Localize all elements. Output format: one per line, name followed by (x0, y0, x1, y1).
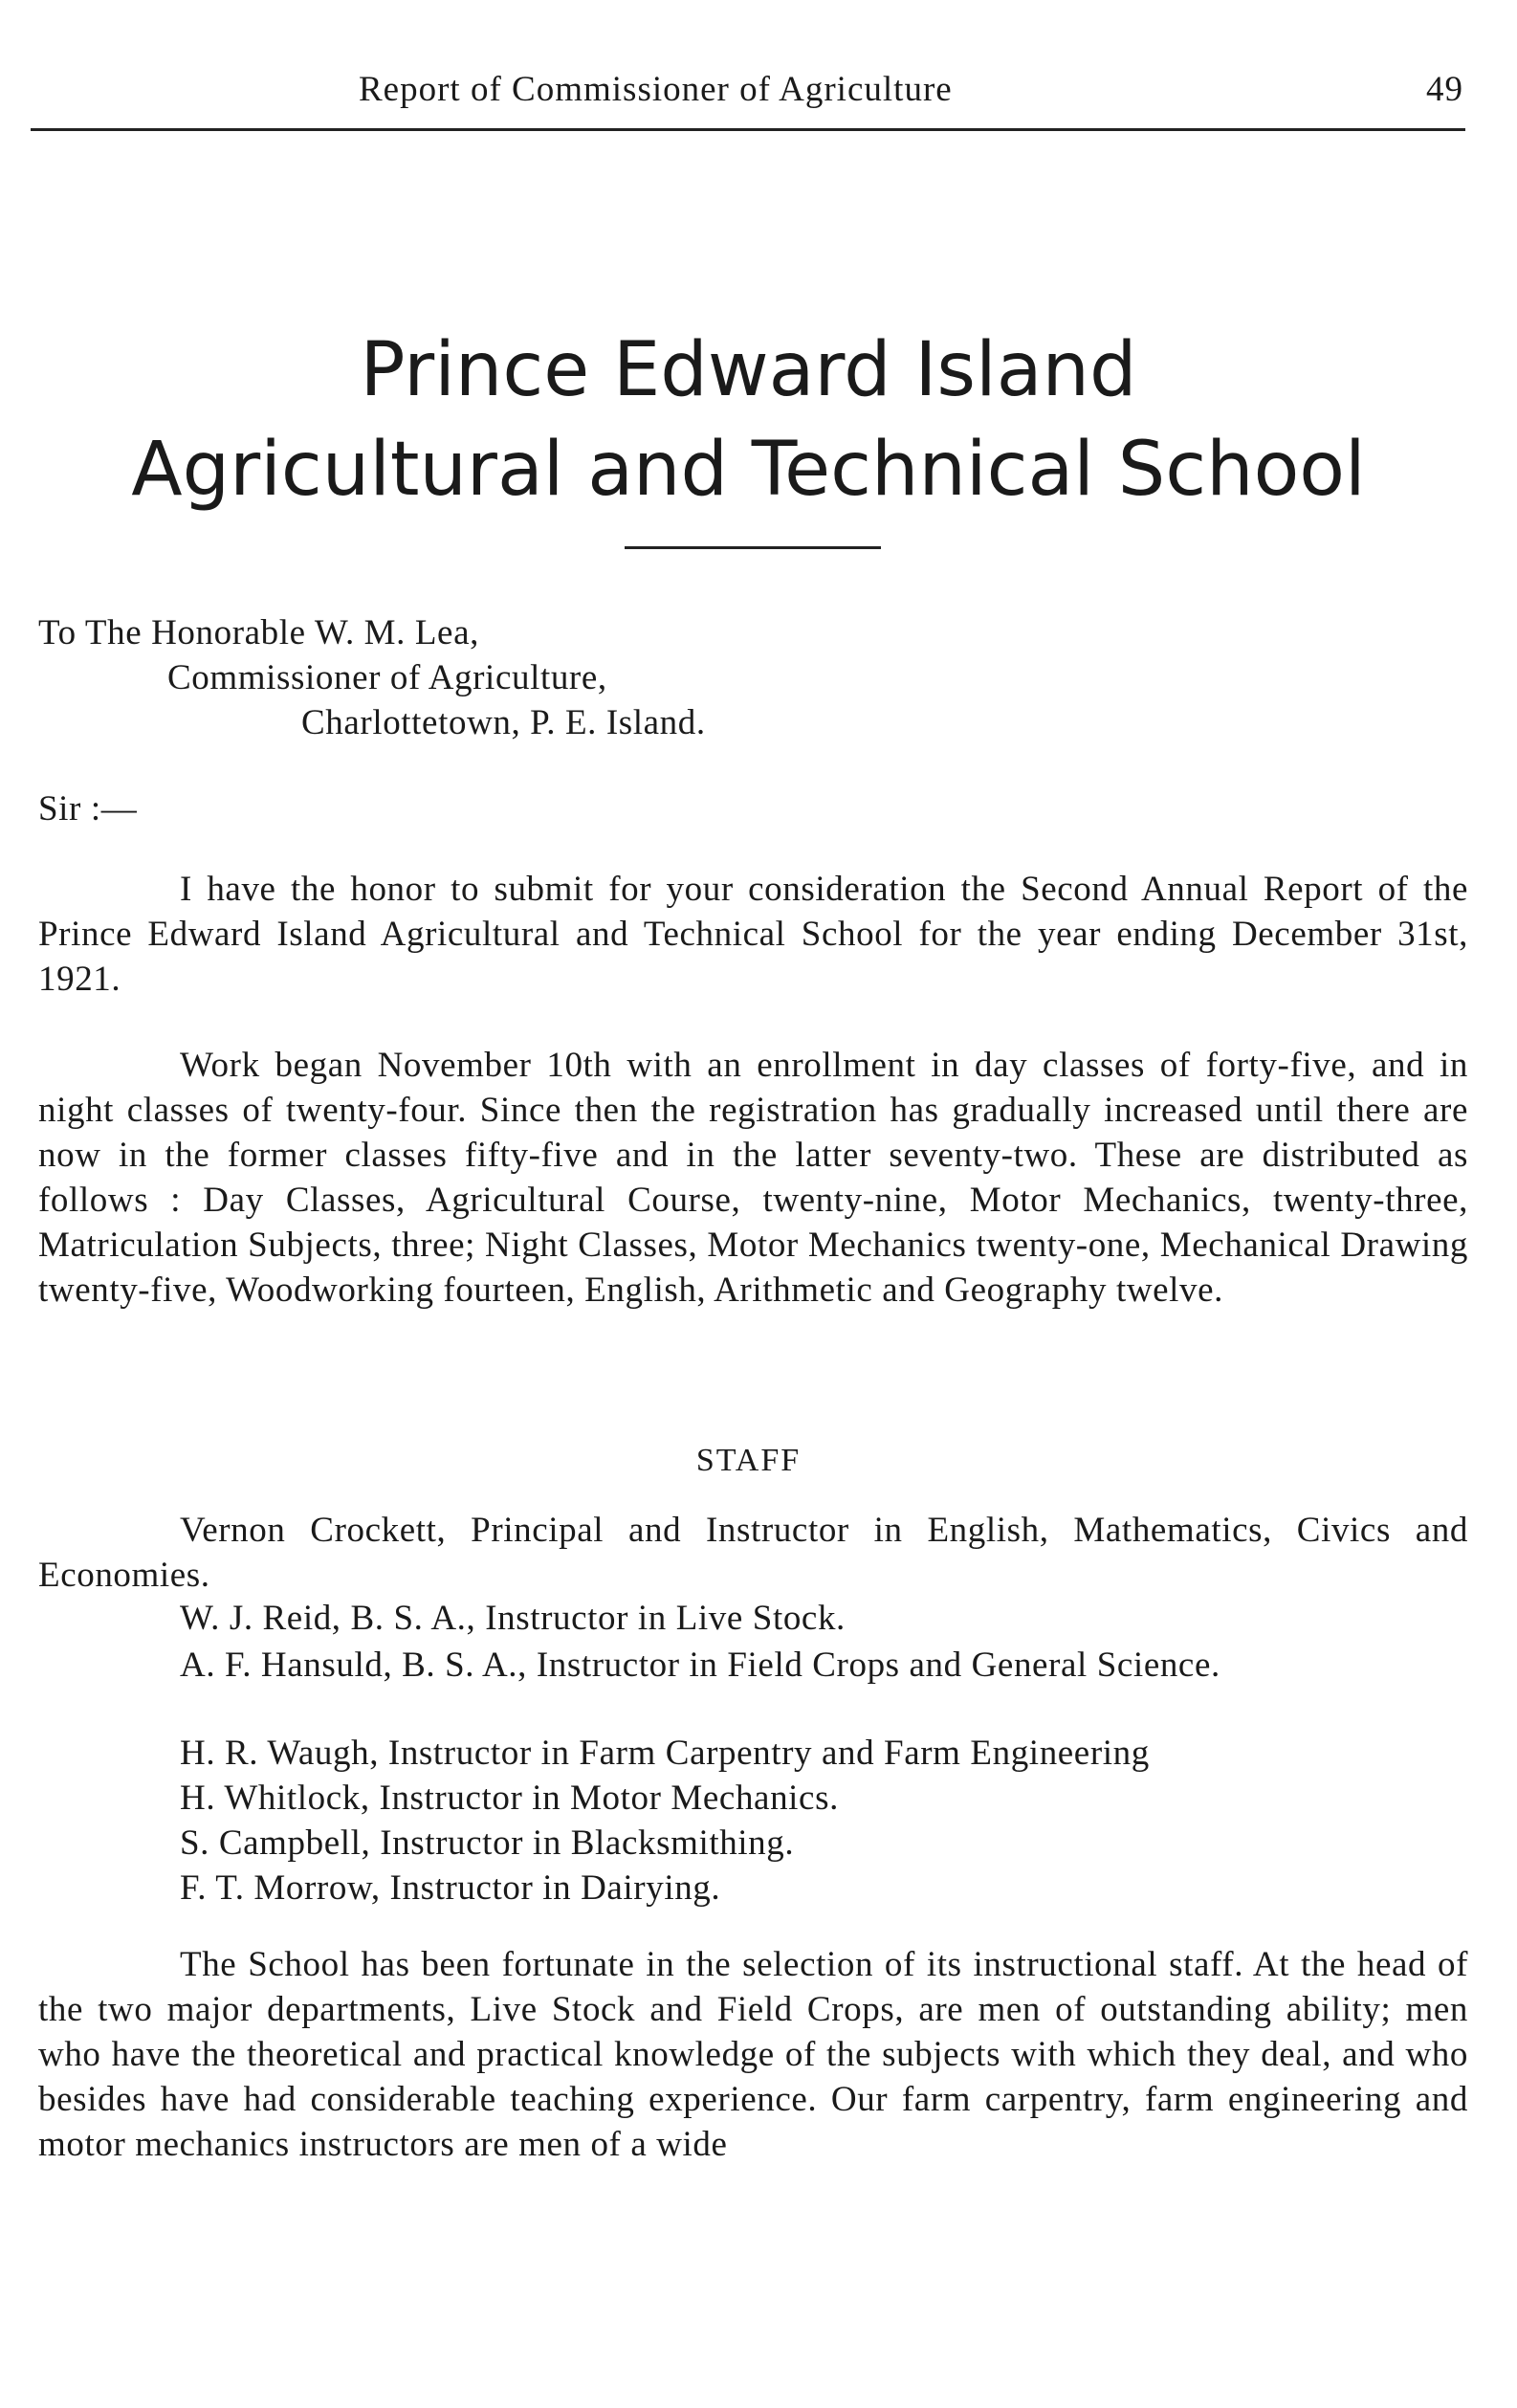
address-line-3: Charlottetown, P. E. Island. (301, 703, 706, 742)
address-line-2: Commissioner of Agriculture, (167, 658, 607, 697)
title-rule (625, 546, 881, 549)
staff-member-1: Vernon Crockett, Principal and Instructor in English, Mathematics, Civics and Economies. (38, 1511, 1468, 1595)
page-number: 49 (1426, 70, 1463, 109)
running-head (33, 69, 1463, 126)
salutation: Sir :— (38, 789, 138, 828)
staff-member-7: F. T. Morrow, Instructor in Dairying. (180, 1868, 721, 1908)
running-head-title: Report of Commissioner of Agriculture (359, 70, 953, 109)
staff-member-5: H. Whitlock, Instructor in Motor Mechanics. (180, 1778, 839, 1818)
paragraph-2: Work began November 10th with an enrollment in day classes of forty-five, and in night classes of twenty-four. Since then the registration has gradually increased until there are now in the former classes fifty-five and in the latter seventy-two. These are distributed as follows : Day Classes, Agricultural Course, twenty-nine, Motor Mechanics, twenty-three, Matriculation Subjects, three; Night Classes, Motor Mechanics twenty-one, Mechanical Drawing twenty-five, Woodworking fourteen, English, Arithmetic and Geography twelve. (38, 1046, 1468, 1310)
paragraph-1: I have the honor to submit for your consideration the Second Annual Report of the Prince Edward Island Agricultural and Technical School for the year ending December 31st, 1921. (38, 870, 1468, 999)
staff-member-2: W. J. Reid, B. S. A., Instructor in Live Stock. (180, 1599, 846, 1638)
title-line-1: Prince Edward Island (360, 327, 1137, 413)
staff-member-4: H. R. Waugh, Instructor in Farm Carpentry and Farm Engineering (180, 1734, 1150, 1773)
staff-heading: STAFF (695, 1443, 802, 1478)
address-line-1: To The Honorable W. M. Lea, (38, 613, 479, 652)
document-title (33, 320, 1463, 519)
closing-paragraph: The School has been fortunate in the selection of its instructional staff. At the head of the two major departments, Live Stock and Field Crops, are men of outstanding ability; men who have the theoretical and practical knowledge of the subjects with which they deal, and who besides have had considerable teaching experience. Our farm carpentry, farm engineering and motor mechanics instructors are men of a wide (38, 1945, 1468, 2164)
title-line-2: Agricultural and Technical School (131, 427, 1366, 513)
header-rule (31, 128, 1465, 131)
staff-member-3: A. F. Hansuld, B. S. A., Instructor in Field Crops and General Science. (180, 1646, 1220, 1685)
staff-member-6: S. Campbell, Instructor in Blacksmithing. (180, 1823, 795, 1863)
